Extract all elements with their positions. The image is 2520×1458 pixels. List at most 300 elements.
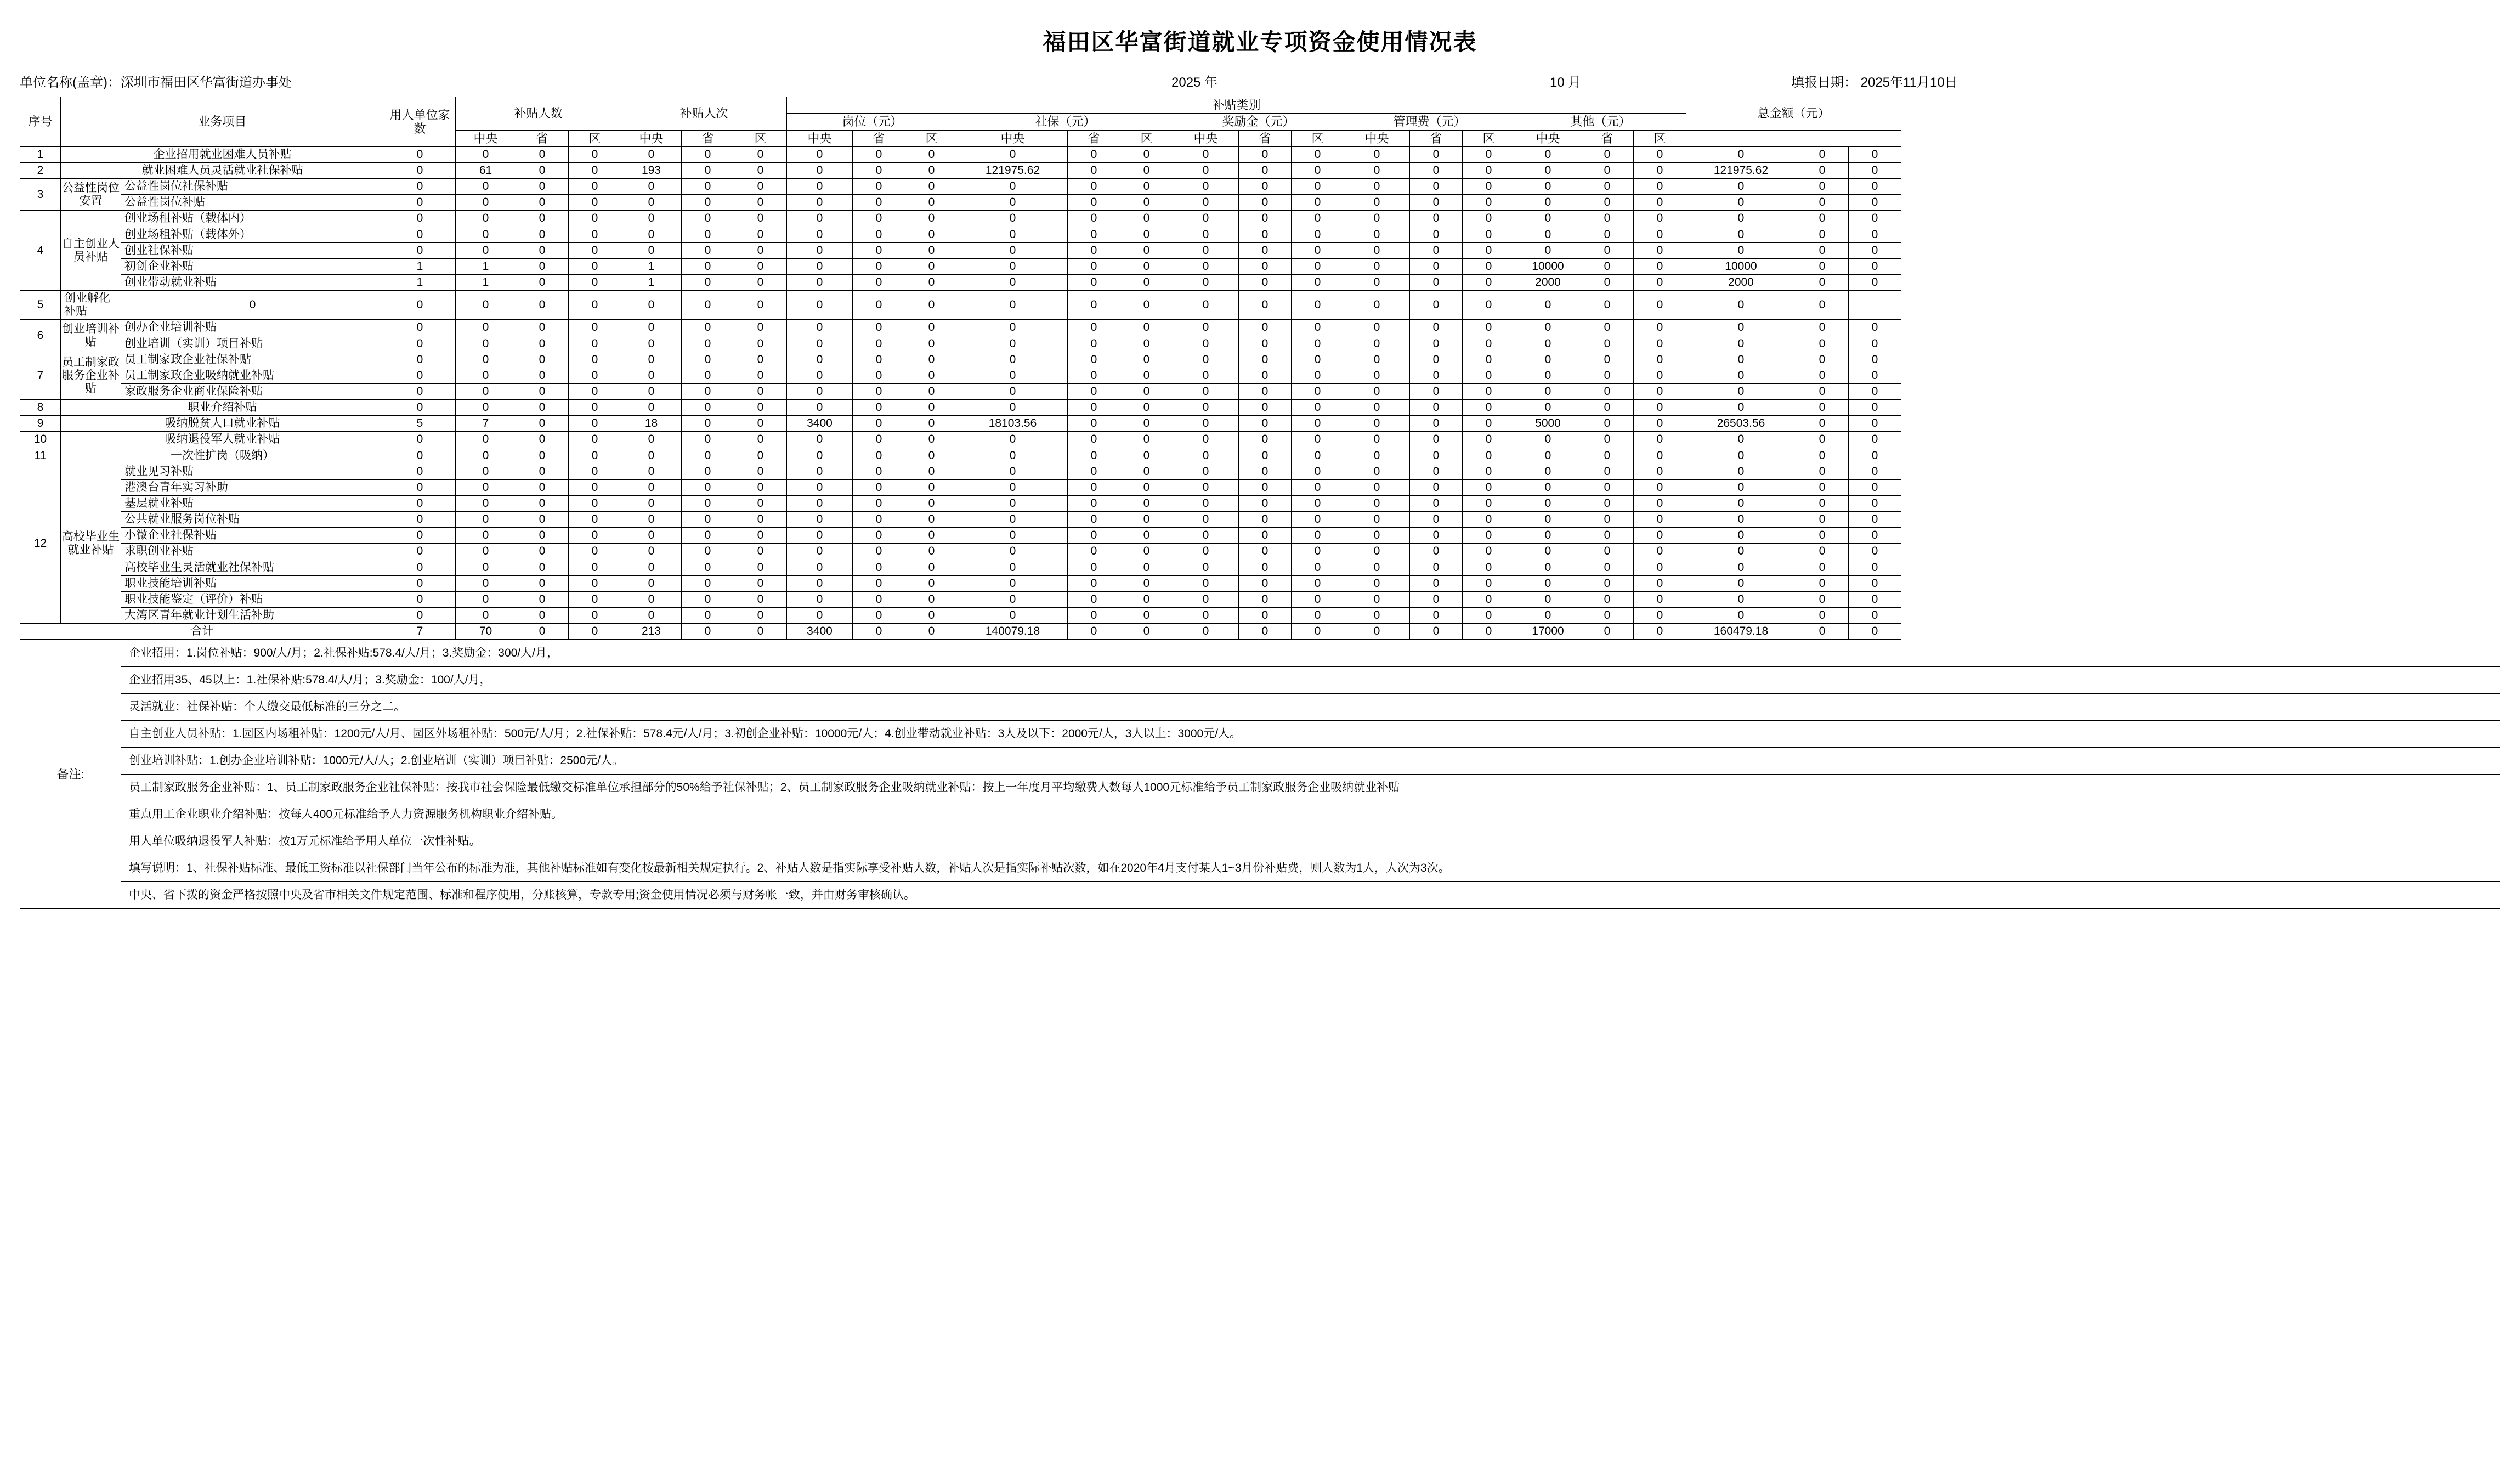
cell-value: 0 xyxy=(569,242,621,258)
cell-value: 0 xyxy=(1344,528,1410,544)
cell-value: 0 xyxy=(569,448,621,464)
cell-value: 0 xyxy=(1796,495,1849,511)
cell-value: 0 xyxy=(1634,275,1686,291)
cell-value: 0 xyxy=(1344,400,1410,416)
table-row xyxy=(20,146,1901,162)
cell-value: 0 xyxy=(734,495,787,511)
row-seq: 1 xyxy=(20,146,61,162)
cell-value: 0 xyxy=(958,275,1068,291)
cell-value: 0 xyxy=(1120,512,1173,528)
cell-value: 0 xyxy=(1796,400,1849,416)
cell-value: 0 xyxy=(1581,479,1634,495)
cell-value: 0 xyxy=(734,575,787,591)
cell-value: 0 xyxy=(1849,258,1901,274)
cell-value: 0 xyxy=(569,544,621,560)
cell-value: 0 xyxy=(1634,352,1686,368)
cell-value: 0 xyxy=(1068,258,1120,274)
group-other: 其他（元） xyxy=(1515,114,1686,130)
cell-value: 0 xyxy=(853,227,905,242)
cell-value: 0 xyxy=(456,464,516,479)
cell-value: 0 xyxy=(1344,179,1410,195)
cell-value: 0 xyxy=(734,258,787,274)
note-text: 中央、省下拨的资金严格按照中央及省市相关文件规定范围、标准和程序使用，分账核算，专款专用;资金使用情况必须与财务帐一致，并由财务审核确认。 xyxy=(121,882,2500,909)
cell-value: 0 xyxy=(1120,146,1173,162)
cell-value: 0 xyxy=(734,384,787,400)
cell-value: 0 xyxy=(1120,560,1173,575)
row-item-label: 创业社保补贴 xyxy=(121,242,384,258)
cell-value: 0 xyxy=(1463,163,1515,179)
cell-value: 0 xyxy=(384,495,456,511)
cell-value: 0 xyxy=(1849,211,1901,227)
cell-value: 1 xyxy=(456,258,516,274)
cell-value: 0 xyxy=(569,495,621,511)
cell-value: 0 xyxy=(569,211,621,227)
cell-value: 0 xyxy=(1344,336,1410,352)
cell-value: 0 xyxy=(787,512,853,528)
cell-value: 0 xyxy=(456,352,516,368)
cell-value: 0 xyxy=(1344,479,1410,495)
cell-value: 0 xyxy=(1120,416,1173,432)
cell-value: 0 xyxy=(1463,275,1515,291)
cell-value: 0 xyxy=(682,336,734,352)
row-item-label: 就业困难人员灵活就业社保补贴 xyxy=(61,163,384,179)
cell-value: 0 xyxy=(1410,464,1463,479)
row-seq: 11 xyxy=(20,448,61,464)
cell-value: 0 xyxy=(1173,384,1239,400)
cell-value: 0 xyxy=(853,146,905,162)
cell-value: 0 xyxy=(787,368,853,383)
cell-value: 0 xyxy=(569,179,621,195)
cell-value: 0 xyxy=(734,448,787,464)
row-item-label: 创办企业培训补贴 xyxy=(121,320,384,336)
cell-value: 0 xyxy=(1068,146,1120,162)
cell-value: 0 xyxy=(1120,591,1173,607)
cell-value: 0 xyxy=(1410,575,1463,591)
cell-value: 0 xyxy=(958,432,1068,448)
cell-value: 0 xyxy=(384,291,456,320)
cell-value: 0 xyxy=(1239,320,1292,336)
cell-value: 0 xyxy=(1068,560,1120,575)
cell-value: 0 xyxy=(905,495,958,511)
cell-value: 0 xyxy=(958,227,1068,242)
cell-value: 0 xyxy=(1173,146,1239,162)
cell-value: 0 xyxy=(1849,275,1901,291)
cell-value: 0 xyxy=(1796,368,1849,383)
note-text: 填写说明：1、社保补贴标准、最低工资标准以社保部门当年公布的标准为准，其他补贴标准如有变化按最新相关规定执行。2、补贴人数是指实际享受补贴人数，补贴人次是指实际补贴次数，如在2020年4月支付某人1~3月份补贴费，则人数为1人，人次为3次。 xyxy=(121,855,2500,882)
note-row xyxy=(20,775,2500,801)
cell-value: 0 xyxy=(1120,291,1173,320)
cell-value: 0 xyxy=(1515,528,1581,544)
cell-value: 0 xyxy=(958,575,1068,591)
cell-value: 0 xyxy=(787,575,853,591)
cell-value: 0 xyxy=(1292,163,1344,179)
cell-value: 0 xyxy=(384,336,456,352)
cell-value: 0 xyxy=(787,591,853,607)
cell-value: 0 xyxy=(456,384,516,400)
cell-value: 0 xyxy=(384,320,456,336)
cell-value: 0 xyxy=(905,400,958,416)
cell-value: 0 xyxy=(1292,479,1344,495)
cell-value: 0 xyxy=(384,432,456,448)
cell-value: 0 xyxy=(1173,275,1239,291)
cell-value: 1 xyxy=(456,275,516,291)
total-cell: 0 xyxy=(1463,624,1515,640)
cell-value: 0 xyxy=(384,591,456,607)
cell-value: 0 xyxy=(1410,227,1463,242)
cell-value: 0 xyxy=(1120,495,1173,511)
cell-value: 0 xyxy=(787,464,853,479)
cell-value: 0 xyxy=(1410,479,1463,495)
cell-value: 0 xyxy=(1239,416,1292,432)
cell-value: 0 xyxy=(1344,575,1410,591)
col-business-item: 业务项目 xyxy=(61,97,384,147)
row-group-label: 员工制家政服务企业补贴 xyxy=(61,352,121,399)
cell-value: 0 xyxy=(905,416,958,432)
cell-value: 0 xyxy=(1634,211,1686,227)
cell-value: 0 xyxy=(1239,211,1292,227)
note-row xyxy=(20,828,2500,855)
total-cell: 213 xyxy=(621,624,682,640)
cell-value: 0 xyxy=(853,179,905,195)
cell-value: 0 xyxy=(905,146,958,162)
cell-value: 0 xyxy=(958,528,1068,544)
cell-value: 0 xyxy=(621,528,682,544)
cell-value: 0 xyxy=(958,544,1068,560)
cell-value: 0 xyxy=(1686,352,1796,368)
cell-value: 0 xyxy=(905,352,958,368)
cell-value: 1 xyxy=(621,258,682,274)
cell-value: 0 xyxy=(734,591,787,607)
cell-value: 0 xyxy=(1463,528,1515,544)
cell-value: 0 xyxy=(1239,336,1292,352)
cell-value: 0 xyxy=(569,384,621,400)
row-item-label: 吸纳退役军人就业补贴 xyxy=(61,432,384,448)
note-row xyxy=(20,882,2500,909)
cell-value: 0 xyxy=(621,495,682,511)
cell-value: 0 xyxy=(958,448,1068,464)
cell-value: 0 xyxy=(1344,495,1410,511)
cell-value: 0 xyxy=(1849,512,1901,528)
cell-value: 0 xyxy=(569,575,621,591)
cell-value: 0 xyxy=(1239,258,1292,274)
cell-value: 0 xyxy=(1410,495,1463,511)
cell-value: 0 xyxy=(1120,179,1173,195)
cell-value: 0 xyxy=(1796,291,1849,320)
cell-value: 0 xyxy=(1796,211,1849,227)
cell-value: 0 xyxy=(682,195,734,211)
cell-value: 0 xyxy=(1849,544,1901,560)
total-cell: 0 xyxy=(682,624,734,640)
row-item-label: 创业场租补贴（载体内） xyxy=(121,211,384,227)
cell-value: 0 xyxy=(1849,432,1901,448)
cell-value: 0 xyxy=(569,352,621,368)
note-row xyxy=(20,855,2500,882)
cell-value: 0 xyxy=(1239,384,1292,400)
cell-value: 0 xyxy=(384,464,456,479)
cell-value: 0 xyxy=(1849,528,1901,544)
cell-value: 0 xyxy=(1120,211,1173,227)
cell-value: 0 xyxy=(734,432,787,448)
cell-value: 0 xyxy=(1686,448,1796,464)
cell-value: 0 xyxy=(853,163,905,179)
cell-value: 0 xyxy=(1344,432,1410,448)
row-item-label: 公益性岗位社保补贴 xyxy=(121,179,384,195)
subsidy-table xyxy=(20,97,1901,640)
cell-value: 0 xyxy=(456,146,516,162)
total-cell: 0 xyxy=(1849,624,1901,640)
cell-value: 0 xyxy=(853,607,905,623)
cell-value: 0 xyxy=(1634,227,1686,242)
cell-value: 0 xyxy=(1634,384,1686,400)
cell-value: 0 xyxy=(1410,544,1463,560)
cell-value: 0 xyxy=(1796,512,1849,528)
cell-value: 0 xyxy=(1239,479,1292,495)
cell-value: 0 xyxy=(734,227,787,242)
cell-value: 0 xyxy=(1292,275,1344,291)
cell-value: 0 xyxy=(456,195,516,211)
cell-value: 0 xyxy=(1581,211,1634,227)
row-group-label: 自主创业人员补贴 xyxy=(61,211,121,291)
cell-value: 0 xyxy=(1849,479,1901,495)
cell-value: 0 xyxy=(1344,258,1410,274)
row-item-label: 吸纳脱贫人口就业补贴 xyxy=(61,416,384,432)
table-row xyxy=(20,400,1901,416)
cell-value: 0 xyxy=(1634,448,1686,464)
cell-value: 0 xyxy=(1239,512,1292,528)
cell-value: 0 xyxy=(1410,560,1463,575)
cell-value: 0 xyxy=(384,544,456,560)
total-cell: 160479.18 xyxy=(1686,624,1796,640)
cell-value: 0 xyxy=(1410,320,1463,336)
table-row xyxy=(20,368,1901,383)
cell-value: 0 xyxy=(1068,464,1120,479)
cell-value: 0 xyxy=(1796,560,1849,575)
row-seq: 5 xyxy=(20,291,61,320)
cell-value: 0 xyxy=(1515,432,1581,448)
row-item-label: 员工制家政企业社保补贴 xyxy=(121,352,384,368)
cell-value: 1 xyxy=(621,275,682,291)
cell-value: 0 xyxy=(1581,591,1634,607)
cell-value: 0 xyxy=(1410,195,1463,211)
cell-value: 0 xyxy=(734,352,787,368)
cell-value: 0 xyxy=(1239,607,1292,623)
cell-value: 0 xyxy=(516,432,569,448)
cell-value: 0 xyxy=(516,352,569,368)
cell-value: 0 xyxy=(1463,179,1515,195)
cell-value: 0 xyxy=(1239,432,1292,448)
table-row xyxy=(20,575,1901,591)
cell-value: 0 xyxy=(1120,258,1173,274)
cell-value: 0 xyxy=(905,575,958,591)
col-total-amount: 总金额（元） xyxy=(1686,97,1901,131)
cell-value: 0 xyxy=(1068,384,1120,400)
sub-district: 区 xyxy=(1463,130,1515,146)
cell-value: 0 xyxy=(1068,275,1120,291)
cell-value: 0 xyxy=(734,242,787,258)
cell-value: 0 xyxy=(734,146,787,162)
cell-value: 0 xyxy=(384,512,456,528)
cell-value: 0 xyxy=(516,291,569,320)
cell-value: 0 xyxy=(1515,163,1581,179)
group-post: 岗位（元） xyxy=(787,114,958,130)
cell-value: 0 xyxy=(1239,242,1292,258)
cell-value: 0 xyxy=(1849,179,1901,195)
cell-value: 0 xyxy=(1068,512,1120,528)
cell-value: 0 xyxy=(1120,448,1173,464)
cell-value: 0 xyxy=(1120,242,1173,258)
cell-value: 0 xyxy=(1463,368,1515,383)
cell-value: 0 xyxy=(787,352,853,368)
cell-value: 0 xyxy=(853,448,905,464)
cell-value: 0 xyxy=(1173,163,1239,179)
cell-value: 0 xyxy=(1581,607,1634,623)
cell-value: 0 xyxy=(905,320,958,336)
cell-value: 61 xyxy=(456,163,516,179)
cell-value: 0 xyxy=(569,607,621,623)
cell-value: 0 xyxy=(1068,211,1120,227)
note-text: 用人单位吸纳退役军人补贴：按1万元标准给予用人单位一次性补贴。 xyxy=(121,828,2500,855)
cell-value: 0 xyxy=(1515,227,1581,242)
cell-value: 0 xyxy=(1120,384,1173,400)
cell-value: 0 xyxy=(1515,560,1581,575)
cell-value: 0 xyxy=(905,195,958,211)
cell-value: 0 xyxy=(1239,400,1292,416)
cell-value: 0 xyxy=(734,179,787,195)
cell-value: 0 xyxy=(1344,448,1410,464)
note-row xyxy=(20,721,2500,748)
row-group-label: 高校毕业生就业补贴 xyxy=(61,464,121,623)
cell-value: 0 xyxy=(905,368,958,383)
cell-value: 0 xyxy=(787,163,853,179)
cell-value: 0 xyxy=(1515,384,1581,400)
cell-value: 0 xyxy=(787,291,853,320)
cell-value: 0 xyxy=(456,528,516,544)
cell-value: 0 xyxy=(1634,479,1686,495)
cell-value: 0 xyxy=(1463,448,1515,464)
cell-value: 0 xyxy=(1410,179,1463,195)
cell-value: 0 xyxy=(1686,336,1796,352)
cell-value: 0 xyxy=(1292,575,1344,591)
cell-value: 5000 xyxy=(1515,416,1581,432)
cell-value: 0 xyxy=(1173,528,1239,544)
cell-value: 0 xyxy=(1173,464,1239,479)
cell-value: 0 xyxy=(456,607,516,623)
cell-value: 0 xyxy=(1410,258,1463,274)
cell-value: 0 xyxy=(853,320,905,336)
cell-value: 0 xyxy=(1849,368,1901,383)
cell-value: 0 xyxy=(1686,544,1796,560)
cell-value: 0 xyxy=(682,146,734,162)
cell-value: 0 xyxy=(1796,242,1849,258)
cell-value: 0 xyxy=(1173,560,1239,575)
cell-value: 0 xyxy=(384,146,456,162)
cell-value: 0 xyxy=(1173,258,1239,274)
cell-value: 0 xyxy=(456,242,516,258)
col-seq: 序号 xyxy=(20,97,61,147)
cell-value: 0 xyxy=(1849,227,1901,242)
cell-value: 0 xyxy=(1410,242,1463,258)
cell-value: 0 xyxy=(1686,495,1796,511)
cell-value: 0 xyxy=(1634,544,1686,560)
cell-value: 0 xyxy=(682,227,734,242)
cell-value: 0 xyxy=(1292,291,1344,320)
cell-value: 0 xyxy=(958,258,1068,274)
cell-value: 0 xyxy=(1292,179,1344,195)
row-item-label: 职业介绍补贴 xyxy=(61,400,384,416)
cell-value: 0 xyxy=(1068,195,1120,211)
cell-value: 0 xyxy=(1068,479,1120,495)
cell-value: 0 xyxy=(1515,195,1581,211)
table-row xyxy=(20,448,1901,464)
cell-value: 0 xyxy=(734,607,787,623)
cell-value: 0 xyxy=(958,146,1068,162)
cell-value: 0 xyxy=(1581,448,1634,464)
row-item-label: 创业孵化补贴 xyxy=(61,291,121,320)
total-row xyxy=(20,624,1901,640)
cell-value: 0 xyxy=(1173,448,1239,464)
cell-value: 0 xyxy=(1410,400,1463,416)
col-subsidy-times: 补贴人次 xyxy=(621,97,787,131)
cell-value: 0 xyxy=(958,607,1068,623)
cell-value: 0 xyxy=(1581,195,1634,211)
cell-value: 0 xyxy=(1292,258,1344,274)
sub-province: 省 xyxy=(1239,130,1292,146)
cell-value: 0 xyxy=(1463,336,1515,352)
cell-value: 0 xyxy=(1120,320,1173,336)
cell-value: 0 xyxy=(456,495,516,511)
cell-value: 0 xyxy=(1410,336,1463,352)
cell-value: 0 xyxy=(1463,320,1515,336)
cell-value: 0 xyxy=(1515,320,1581,336)
cell-value: 0 xyxy=(682,464,734,479)
cell-value: 0 xyxy=(1410,163,1463,179)
cell-value: 0 xyxy=(1515,448,1581,464)
cell-value: 0 xyxy=(1344,464,1410,479)
cell-value: 0 xyxy=(905,179,958,195)
cell-value: 0 xyxy=(621,242,682,258)
cell-value: 0 xyxy=(1581,416,1634,432)
cell-value: 0 xyxy=(1068,242,1120,258)
cell-value: 0 xyxy=(1068,352,1120,368)
cell-value: 10000 xyxy=(1686,258,1796,274)
cell-value: 0 xyxy=(1634,575,1686,591)
cell-value: 0 xyxy=(1581,227,1634,242)
cell-value: 0 xyxy=(905,464,958,479)
cell-value: 0 xyxy=(516,368,569,383)
cell-value: 0 xyxy=(621,560,682,575)
cell-value: 0 xyxy=(1120,528,1173,544)
cell-value: 0 xyxy=(1344,352,1410,368)
report-date: 填报日期： 2025年11月10日 xyxy=(1791,75,1958,90)
cell-value: 0 xyxy=(1068,336,1120,352)
cell-value: 0 xyxy=(1173,400,1239,416)
cell-value: 0 xyxy=(1686,384,1796,400)
cell-value: 0 xyxy=(384,368,456,383)
cell-value: 0 xyxy=(456,479,516,495)
cell-value: 0 xyxy=(682,179,734,195)
cell-value: 0 xyxy=(1796,432,1849,448)
cell-value: 0 xyxy=(1239,227,1292,242)
cell-value: 0 xyxy=(1796,384,1849,400)
table-head xyxy=(20,97,1901,147)
cell-value: 0 xyxy=(905,432,958,448)
cell-value: 0 xyxy=(905,336,958,352)
sub-central: 中央 xyxy=(456,130,516,146)
cell-value: 0 xyxy=(853,560,905,575)
cell-value: 0 xyxy=(1634,179,1686,195)
cell-value: 0 xyxy=(1849,384,1901,400)
table-row xyxy=(20,544,1901,560)
